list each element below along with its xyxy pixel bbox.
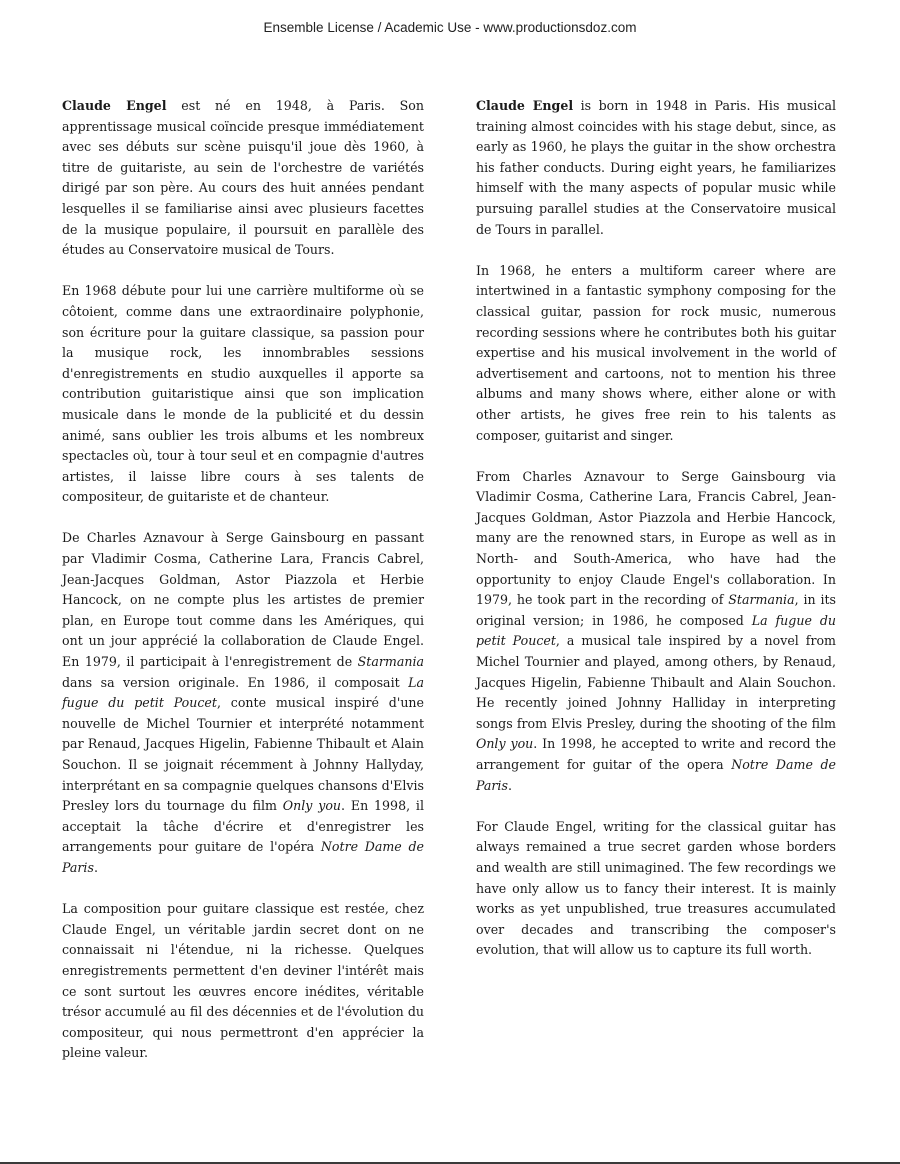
fr-title-fugue: La fugue du petit Poucet <box>62 674 424 711</box>
en-paragraph-4: For Claude Engel, writing for the classical guitar has always remained a true secret garden whose borders and wealth are still unimagined. The few recordings we have only allow us to fancy their interest. It is mainly works as yet unpublished, true treasures accumulated over decades and transcribing the composer's evolution, that will allow us to capture its full worth. <box>476 818 836 958</box>
en-composer-name: Claude Engel <box>476 98 574 113</box>
license-header <box>0 20 900 35</box>
en-p3-a: From Charles Aznavour to Serge Gainsbourg via Vladimir Cosma, Catherine Lara, Francis Cabrel, Jean-Jacques Goldman, Astor Piazzola and Herbie Hancock, many are the renowned stars, in Europe as well as in North- and South-America, who have had the opportunity to enjoy Claude Engel's collaboration. In 1979, he took part in the recording of <box>476 468 836 608</box>
fr-paragraph-4: La composition pour guitare classique est restée, chez Claude Engel, un véritable jardin secret dont on ne connaissait ni l'étendue, ni la richesse. Quelques enregistrements permettent d'en deviner l'intérêt mais ce sont surtout les œuvres encore inédites, véritable trésor accumulé au fil des décennies et de l'évolution du compositeur, qui nous permettront d'en apprécier la pleine valeur. <box>62 901 424 1061</box>
en-p3-d: . In 1998, he accepted to write and record the arrangement for guitar of the opera <box>476 736 837 772</box>
english-column <box>476 96 836 982</box>
en-p3-e: . <box>507 777 512 793</box>
fr-paragraph-1 <box>62 96 424 261</box>
fr-p1-text: est né en 1948, à Paris. Son apprentissage musical coïncide presque immédiatement avec ses débuts sur scène puisqu'il joue dès 1960, à titre de guitariste, au sein de l'orchestre de variétés dirigé par son père. Au cours des huit années pendant lesquelles il se familiarise ainsi avec plusieurs facettes de la musique populaire, il poursuit en parallèle des études au Conservatoire musical de Tours. <box>62 98 424 258</box>
en-p1-text: is born in 1948 in Paris. His musical training almost coincides with his stage debut, since, as early as 1960, he plays the guitar in the show orchestra his father conducts. During eight years, he familiarizes himself with the many aspects of popular music while pursuing parallel studies at the Conservatoire musical de Tours in parallel. <box>476 98 837 237</box>
fr-paragraph-3 <box>62 528 424 878</box>
fr-p3-a: De Charles Aznavour à Serge Gainsbourg en passant par Vladimir Cosma, Catherine Lara, Francis Cabrel, Jean-Jacques Goldman, Astor Piazzola et Herbie Hancock, on ne compte plus les artistes de premier plan, en Europe tout comme dans les Amériques, qui ont un jour apprécié la collaboration de Claude Engel. En 1979, il participait à l'enregistrement de <box>62 530 424 670</box>
fr-title-only-you: Only you <box>282 798 342 814</box>
en-title-fugue: La fugue du petit Poucet <box>476 612 836 649</box>
en-paragraph-2: In 1968, he enters a multiform career where are intertwined in a fantastic symphony composing for the classical guitar, passion for rock music, numerous recording sessions where he contributes both his guitar expertise and his musical involvement in the world of advertisement and cartoons, not to mention his three albums and many shows where, either alone or with other artists, he gives free rein to his talents as composer, guitarist and singer. <box>476 262 836 443</box>
fr-p3-c: , conte musical inspiré d'une nouvelle de Michel Tournier et interprété notamment par Renaud, Jacques Higelin, Fabienne Thibault et Alain Souchon. Il se joignait récemment à Johnny Hallyday, interprétant en sa compagnie quelques chansons d'Elvis Presley lors du tournage du film <box>62 695 424 814</box>
fr-p3-d: . En 1998, il acceptait la tâche d'écrire et d'enregistrer les arrangements pour guitare de l'opéra <box>62 798 424 855</box>
en-title-only-you: Only you <box>476 736 534 752</box>
fr-title-notre-dame: Notre Dame de Paris <box>62 839 424 875</box>
license-text: Ensemble License / Academic Use - www.productionsdoz.com <box>263 20 637 35</box>
en-title-starmania: Starmania <box>728 592 795 608</box>
fr-p3-b: dans sa version originale. En 1986, il composait <box>62 674 409 690</box>
fr-composer-name: Claude Engel <box>62 98 167 113</box>
en-paragraph-3 <box>476 467 836 797</box>
en-title-notre-dame: Notre Dame de Paris <box>476 757 836 793</box>
fr-p3-e: . <box>93 859 98 875</box>
fr-paragraph-2: En 1968 débute pour lui une carrière multiforme où se côtoient, comme dans une extraordinaire polyphonie, son écriture pour la guitare classique, sa passion pour la musique rock, les innombrables sessions d'enregistrements en studio auxquelles il apporte sa contribution guitaristique ainsi que son implication musicale dans le monde de la publicité et du dessin animé, sans oublier les trois albums et les nombreux spectacles où, tour à tour seul et en compagnie d'autres artistes, il laisse libre cours à ses talents de compositeur, de guitariste et de chanteur. <box>62 283 424 505</box>
french-column <box>62 96 424 1085</box>
en-p3-b: , in its original version; in 1986, he composed <box>476 592 836 628</box>
en-p3-c: , a musical tale inspired by a novel from Michel Tournier and played, among others, by Renaud, Jacques Higelin, Fabienne Thibault and Alain Souchon. He recently joined Johnny Halliday in interpreting songs from Elvis Presley, during the shooting of the film <box>476 633 837 731</box>
fr-title-starmania: Starmania <box>357 654 424 670</box>
en-paragraph-1 <box>476 96 836 240</box>
